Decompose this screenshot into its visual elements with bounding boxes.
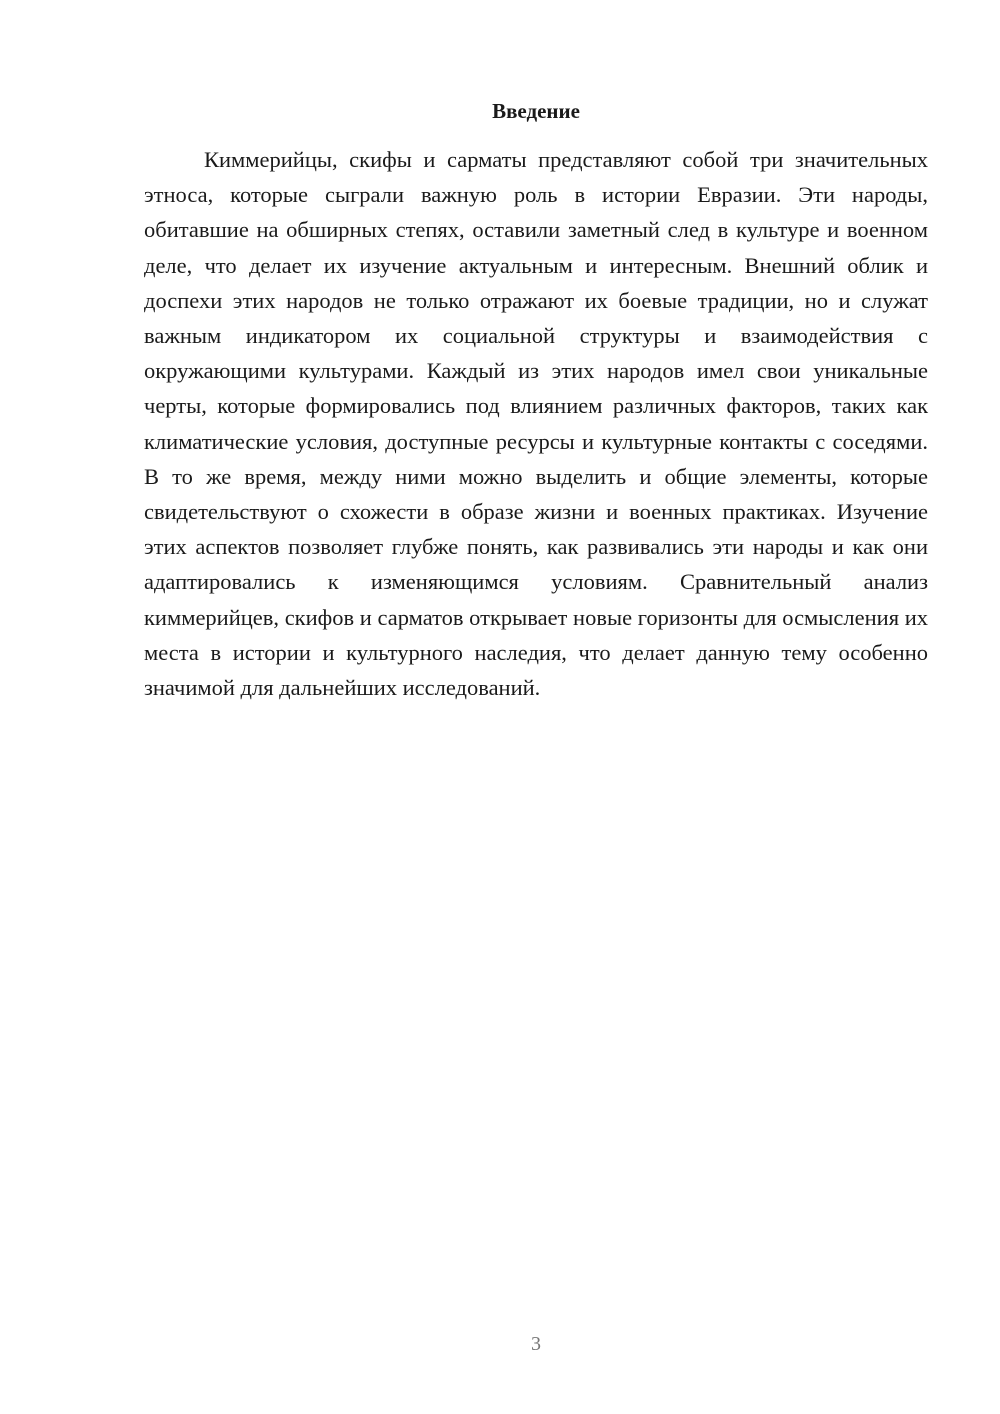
section-title: Введение [492, 99, 580, 123]
page-number: 3 [531, 1333, 541, 1355]
body-paragraph: Киммерийцы, скифы и сарматы представляют собой три значительных этноса, которые сыграли важную роль в истории Евразии. Эти народы, обитавшие на обширных степях, оставили заметный след в культуре и военном деле, что делает их изучение актуальным и интересным. Внешний облик и доспехи этих народов не только отражают их боевые традиции, но и служат важным индикатором их социальной структуры и взаимодействия с окружающими культурами. Каждый из этих народов имел свои уникальные черты, которые формировались под влиянием различных факторов, таких как климатические условия, доступные ресурсы и культурные контакты с соседями. В то же время, между ними можно выделить и общие элементы, которые свидетельствуют о схожести в образе жизни и военных практиках. Изучение этих аспектов позволяет глубже понять, как развивались эти народы и как они адаптировались к изменяющимся условиям. Сравнительный анализ киммерийцев, скифов и сарматов открывает новые горизонты для осмысления их места в истории и культурного наследия, что делает данную тему особенно значимой для дальнейших исследований. [144, 147, 928, 701]
